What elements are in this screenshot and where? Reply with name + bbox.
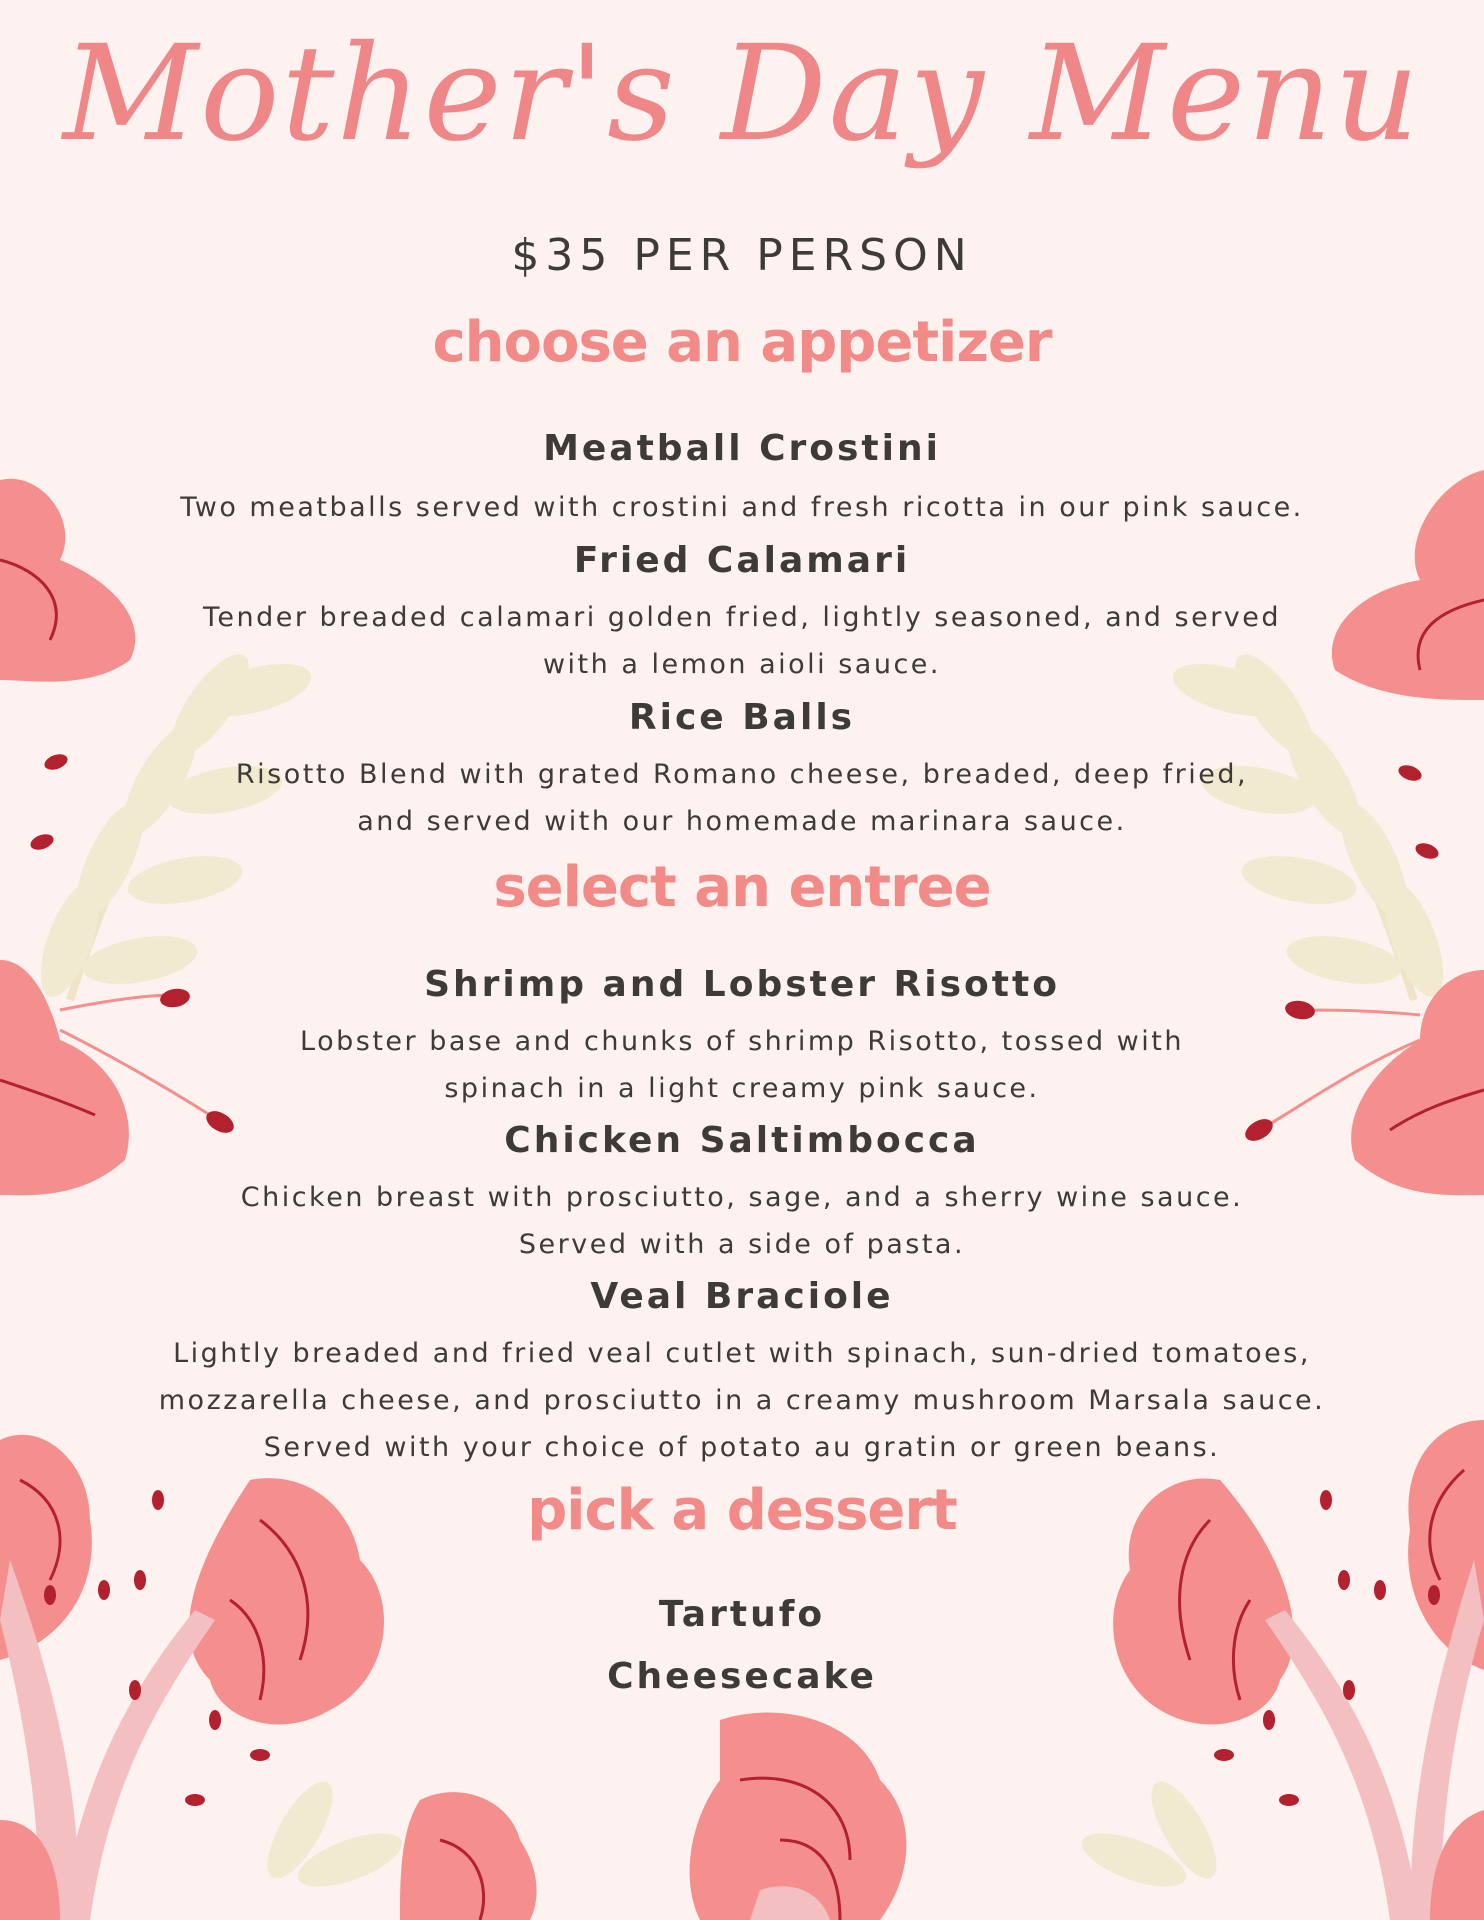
- menu-item-description: Lightly breaded and fried veal cutlet with spinach, sun-dried tomatoes, mozzarella cheese, and prosciutto in a creamy mushroom Marsala sauce. Served with your choice of potato au gratin or green beans.: [158, 1338, 1326, 1463]
- menu-item-name: Meatball Crostini: [543, 428, 941, 469]
- menu-item-name: Tartufo: [658, 1594, 826, 1635]
- menu-item-name: Rice Balls: [628, 697, 856, 738]
- menu-item-description: Chicken breast with prosciutto, sage, and a sherry wine sauce. Served with a side of pasta.: [240, 1182, 1244, 1260]
- section-heading-appetizer: choose an appetizer: [432, 310, 1052, 375]
- menu-item-description: Two meatballs served with crostini and fresh ricotta in our pink sauce.: [180, 492, 1304, 523]
- menu-item-name: Shrimp and Lobster Risotto: [424, 964, 1060, 1005]
- menu-item-description: Risotto Blend with grated Romano cheese, breaded, deep fried, and served with our homemade marinara sauce.: [235, 759, 1249, 837]
- price-per-person: $35 PER PERSON: [511, 230, 973, 281]
- section-heading-entree: select an entree: [493, 855, 991, 920]
- menu-item-description: Tender breaded calamari golden fried, lightly seasoned, and served with a lemon aioli sauce.: [202, 602, 1282, 680]
- menu-item-name: Fried Calamari: [573, 540, 911, 581]
- menu-title: Mother's Day Menu: [62, 17, 1422, 171]
- menu-item-name: Veal Braciole: [590, 1276, 894, 1317]
- menu-item-description: Lobster base and chunks of shrimp Risotto, tossed with spinach in a light creamy pink sauce.: [300, 1026, 1184, 1104]
- menu-item-name: Chicken Saltimbocca: [504, 1120, 980, 1161]
- section-heading-dessert: pick a dessert: [527, 1478, 957, 1543]
- menu-item-name: Cheesecake: [607, 1656, 877, 1697]
